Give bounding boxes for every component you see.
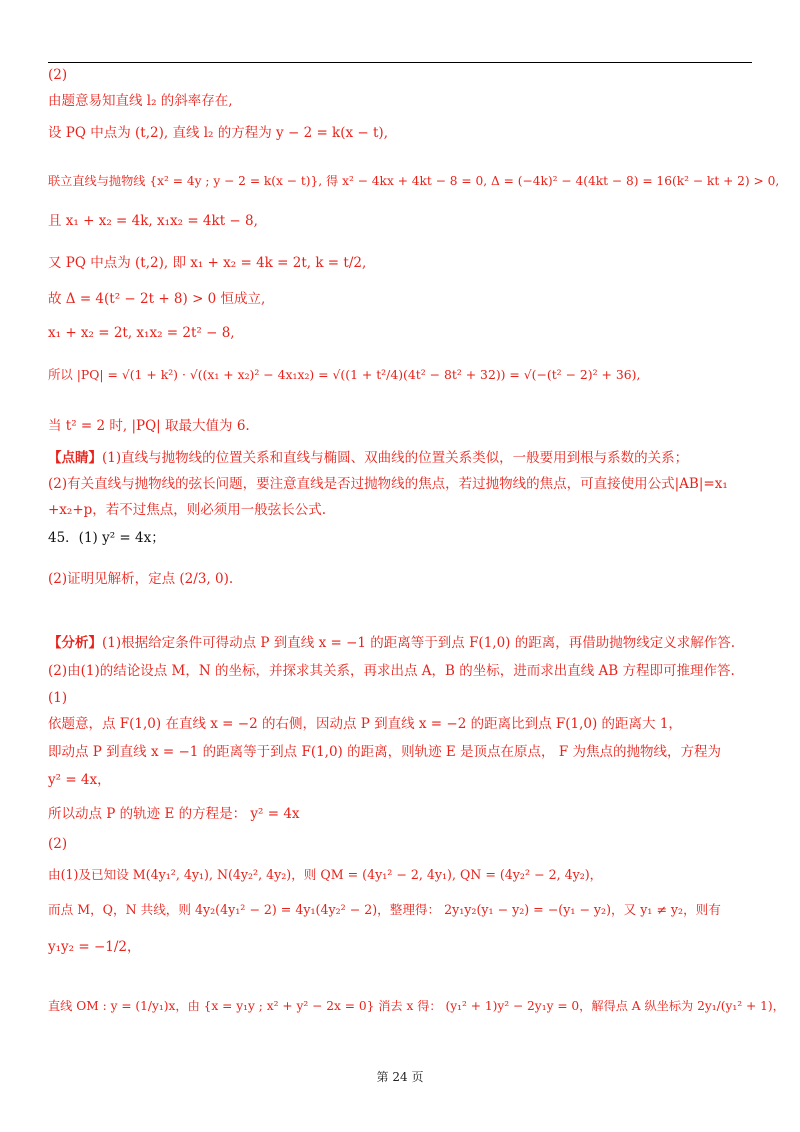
text-line: 当 t² = 2 时, |PQ| 取最大值为 6. <box>48 418 250 434</box>
text-line: 由题意易知直线 l₂ 的斜率存在, <box>48 93 233 109</box>
text-line: 故 Δ = 4(t² − 2t + 8) > 0 恒成立, <box>48 291 266 307</box>
analysis-text: (1)根据给定条件可得动点 P 到直线 x = −1 的距离等于到点 F(1,0) 的距离，再借助抛物线定义求解作答. <box>102 635 736 651</box>
comment-tag: 【点睛】 <box>48 450 102 466</box>
comment-line-2: (2)有关直线与抛物线的弦长问题，要注意直线是否过抛物线的焦点，若过抛物线的焦点，可直接使用公式|AB|=x₁ <box>48 476 728 492</box>
part1-label: (1) <box>48 690 68 706</box>
text-line: 且 x₁ + x₂ = 4k, x₁x₂ = 4kt − 8, <box>48 213 258 229</box>
text-line: 而点 M，Q，N 共线，则 4y₂(4y₁² − 2) = 4y₁(4y₂² − 2)，整理得： 2y₁y₂(y₁ − y₂) = −(y₁ − y₂)，又 y₁ ≠ y₂，则有 <box>48 902 721 917</box>
text-line: 设 PQ 中点为 (t,2), 直线 l₂ 的方程为 y − 2 = k(x − t), <box>48 125 388 141</box>
comment-text: (1)直线与抛物线的位置关系和直线与椭圆、双曲线的位置关系类似，一般要用到根与系数的关系； <box>102 450 689 466</box>
comment-line-1 <box>48 449 688 467</box>
text-line: 所以动点 P 的轨迹 E 的方程是： y² = 4x <box>48 806 300 822</box>
text-line: 所以 |PQ| = √(1 + k²) · √((x₁ + x₂)² − 4x₁x₂) = √((1 + t²/4)(4t² − 8t² + 32)) = √(−(t² − 2)² + 36), <box>48 367 641 382</box>
comment-line-3: +x₂+p，若不过焦点，则必须用一般弦长公式. <box>48 502 327 518</box>
text-line: y₁y₂ = −1/2， <box>48 939 141 955</box>
part2b-label: (2) <box>48 836 68 852</box>
text-line: 又 PQ 中点为 (t,2), 即 x₁ + x₂ = 4k = 2t, k = t/2, <box>48 255 367 271</box>
text-line: 即动点 P 到直线 x = −1 的距离等于到点 F(1,0) 的距离，则轨迹 E 是顶点在原点， F 为焦点的抛物线，方程为 <box>48 744 721 760</box>
part2-label: (2) <box>48 67 68 83</box>
analysis-line-2: (2)由(1)的结论设点 M，N 的坐标，并探求其关系，再求出点 A，B 的坐标，进而求出直线 AB 方程即可推理作答. <box>48 663 735 679</box>
text-line: x₁ + x₂ = 2t, x₁x₂ = 2t² − 8, <box>48 325 235 341</box>
page-number: 第 24 页 <box>376 1070 424 1084</box>
text-line: 由(1)及已知设 M(4y₁², 4y₁), N(4y₂², 4y₂)，则 QM = (4y₁² − 2, 4y₁), QN = (4y₂² − 2, 4y₂)， <box>48 867 603 882</box>
q45-line-2: (2)证明见解析，定点 (2/3, 0). <box>48 571 234 587</box>
text-line: 直线 OM : y = (1/y₁)x，由 {x = y₁y ; x² + y² − 2x = 0} 消去 x 得： (y₁² + 1)y² − 2y₁y = 0，解得点 A 纵坐标为 2y₁/(y₁² + 1)， <box>48 999 785 1013</box>
analysis-tag: 【分析】 <box>48 635 102 651</box>
q45-line-1: 45．(1) y² = 4x； <box>48 530 165 546</box>
text-line: 联立直线与抛物线 {x² = 4y ; y − 2 = k(x − t)}, 得 x² − 4kx + 4kt − 8 = 0, Δ = (−4k)² − 4(4kt − 8) = 16(k² − kt + 2) > 0, <box>48 174 780 188</box>
text-line: 依题意，点 F(1,0) 在直线 x = −2 的右侧，因动点 P 到直线 x = −2 的距离比到点 F(1,0) 的距离大 1， <box>48 716 682 732</box>
analysis-line-1 <box>48 634 735 652</box>
text-line: y² = 4x， <box>48 772 111 788</box>
header-rule <box>48 62 752 63</box>
